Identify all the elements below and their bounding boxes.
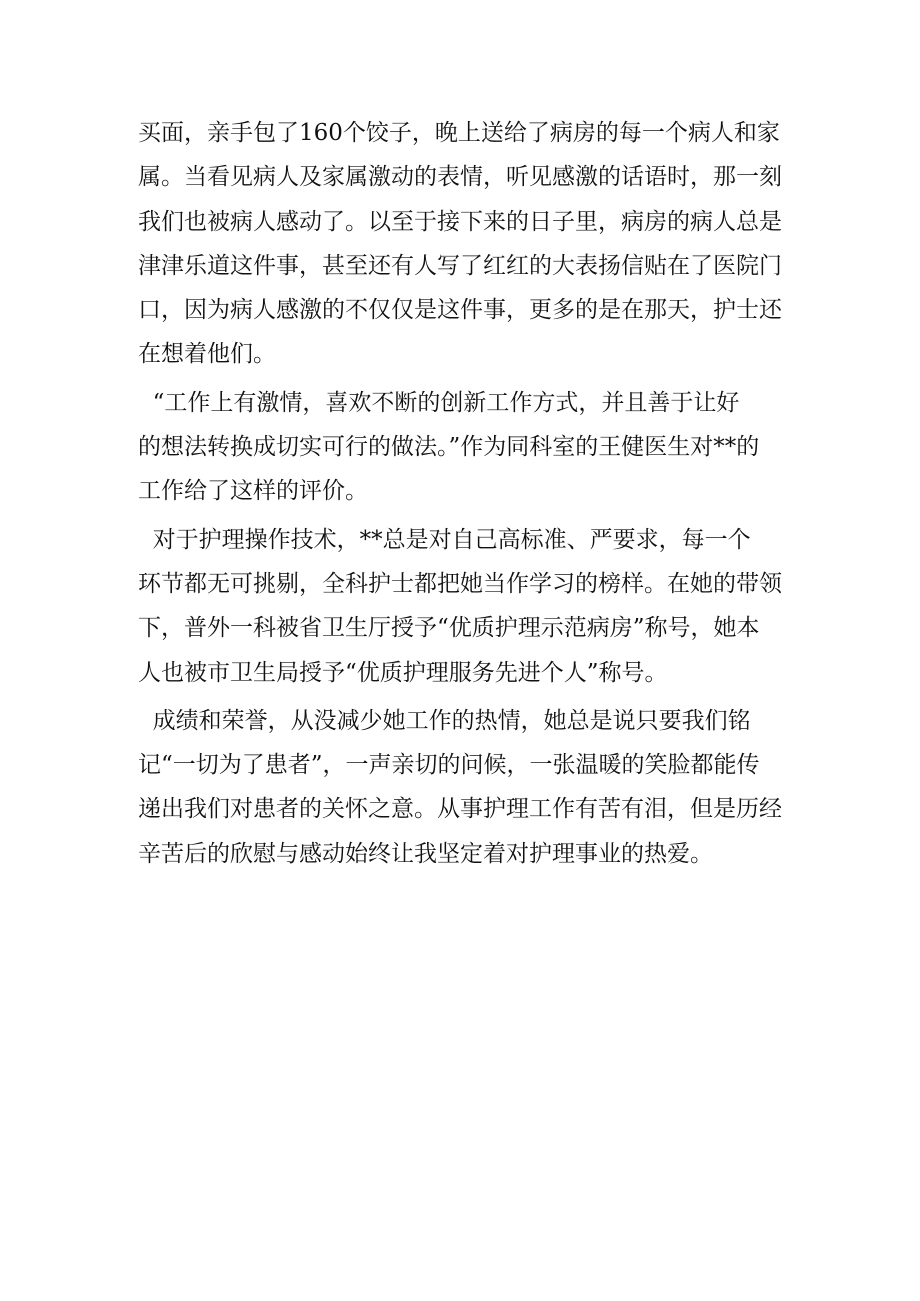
paragraph (138, 111, 788, 377)
text-line: 津津乐道这件事，甚至还有人写了红红的大表扬信贴在了医院门 (138, 252, 782, 279)
text-line: 口，因为病人感激的不仅仅是这件事，更多的是在那天，护士还 (138, 297, 782, 324)
text-line: 买面，亲手包了160个饺子，晚上送给了病房的每一个病人和家 (138, 120, 780, 146)
body-text (138, 111, 788, 876)
text-line: 人也被市卫生局授予“优质护理服务先进个人”称号。 (138, 659, 668, 686)
text-line: 环节都无可挑剔，全科护士都把她当作学习的榜样。在她的带领 (138, 570, 782, 597)
paragraph (138, 381, 788, 514)
text-line: 在想着他们。 (138, 341, 276, 368)
paragraph (138, 699, 788, 876)
text-line: “工作上有激情，喜欢不断的创新工作方式，并且善于让好 (138, 389, 740, 416)
text-line: 对于护理操作技术，**总是对自己高标准、严要求，每一个 (138, 526, 751, 553)
text-line: 下，普外一科被省卫生厅授予“优质护理示范病房”称号，她本 (138, 615, 760, 642)
text-line: 我们也被病人感动了。以至于接下来的日子里，病房的病人总是 (138, 208, 782, 235)
text-line: 属。当看见病人及家属激动的表情，听见感激的话语时，那一刻 (138, 164, 782, 191)
text-line: 的想法转换成切实可行的做法。”作为同科室的王健医生对**的 (138, 434, 760, 461)
text-line: 辛苦后的欣慰与感动始终让我坚定着对护理事业的热爱。 (138, 840, 713, 867)
text-line: 递出我们对患者的关怀之意。从事护理工作有苦有泪，但是历经 (138, 796, 782, 823)
text-line: 记“一切为了患者”，一声亲切的问候，一张温暖的笑脸都能传 (138, 752, 760, 779)
text-line: 成绩和荣誉，从没减少她工作的热情，她总是说只要我们铭 (138, 707, 751, 734)
paragraph (138, 518, 788, 695)
text-line: 工作给了这样的评价。 (138, 478, 368, 505)
